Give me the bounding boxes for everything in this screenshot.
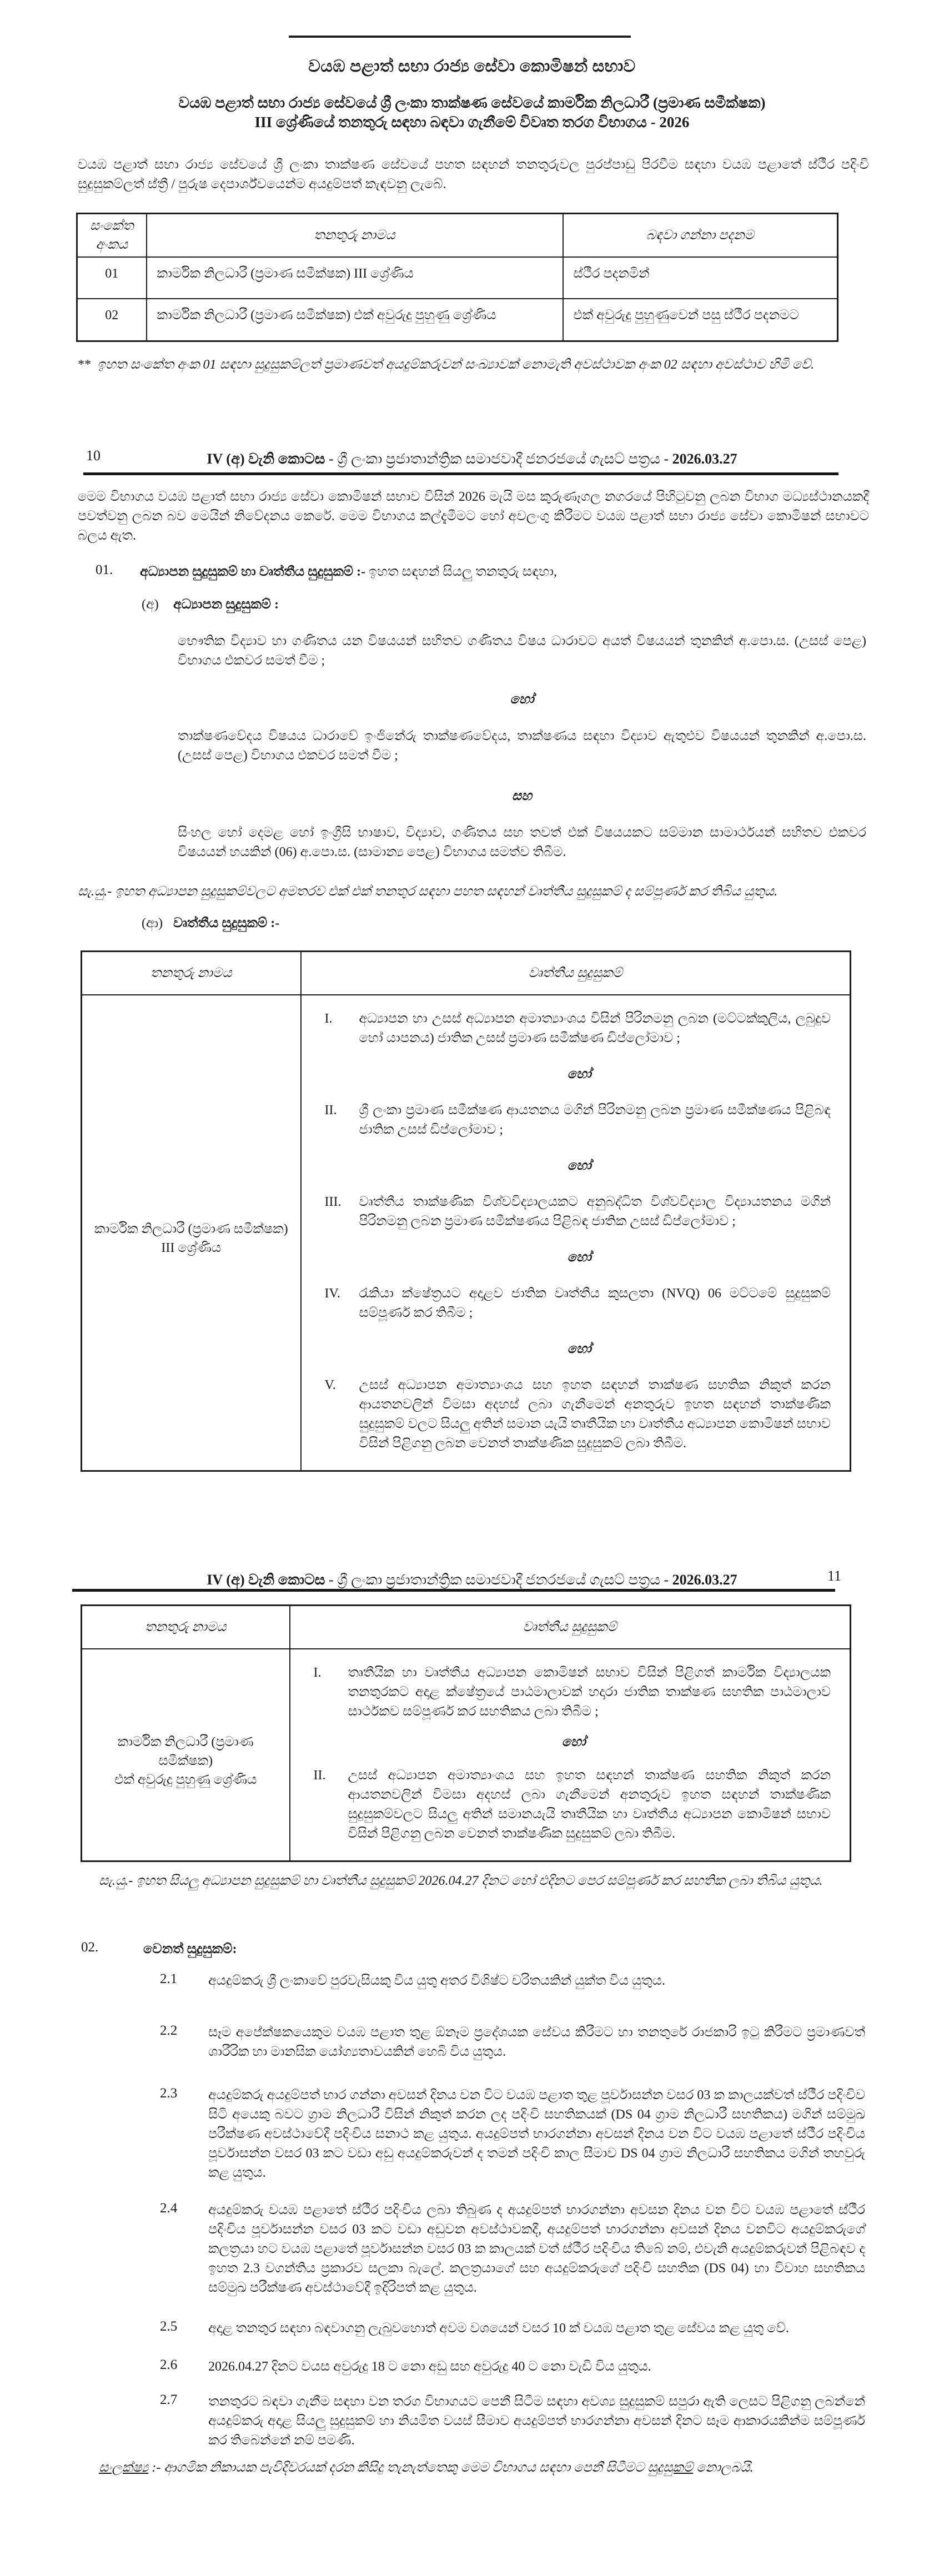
prof-table-header-row [82, 952, 851, 995]
vacancy-table-header-row [77, 214, 838, 257]
item-number: 2.4 [160, 2201, 178, 2216]
column-header-qualifications: වෘත්තීය සුදුසුකම් [290, 1606, 851, 1649]
qualification-item [325, 1376, 835, 1453]
education-option-2: තාක්ෂණවේදය විෂයය ධාරාවේ ඉංජිනේරු තාක්ෂණවේදය, තාක්ෂණය සඳහා විද්‍යාව ඇතුළුව විෂයයන් තුනකින් අ.පො.ස. (උසස් පෙළ) විභාගය එකවර සමත් වීම ; [178, 729, 866, 763]
other-qualification-item [160, 2357, 865, 2377]
item-text: අයදුම්කරු වයඹ පළාතේ ස්ථීර පදිංචිය ලබා තිබුණ ද අයදුම්පත් භාරගන්නා අවසන දිනය වන විට වයඹ පළාතේ ස්ථීර පදිංචිය පූර්වාසන්න වසර 03 කට වඩා අඩුවන අවස්ථාවකදී, අයදුම්පත් භාරගන්නා අවසන් දිනය වනවිට අයදුම්කරුගේ කලත්‍රයා හට වයඹ පළාතේ පූර්වාසන්න වසර 03 ක කාලයක් වත් ස්ථීර පදිංචිය තිබේ නම්, එවැනි අයදුම්කරුවන් පිළිබඳව ද ඉහත 2.3 වගන්තිය ප්‍රකාරව සලකා බැලේ. කලත්‍රයාගේ සහ අයදුම්කරුගේ පදිංචි සහතික (DS 04) හා විවාහ සහතිකය සම්මුඛ පරීක්ෂණ අවස්ථාවේදී ඉදිරිපත් කළ යුතුය. [208, 2203, 865, 2295]
item-text: 2026.04.27 දිනට වයස අවුරුදු 18 ට නො අඩු සහ අවුරුදු 40 ට නො වැඩි විය යුතුය. [208, 2359, 651, 2374]
item-text: තනතුරට බඳවා ගැනීම සඳහා වන තරග විභාගයට පෙනී සිටීම සඳහා අවශ්‍ය සුදුසුකම් සපුරා ඇති ලෙසට පිළිගනු ලබන්නේ අයදුම්කරු අදාළ සියලු සුදුසුකම් හා නියමිත වයස් සීමාව අයදුම්පත් භාරගන්නා අවසන් දිනට සෑම ආකාරයකින්ම සම්පූර්ණ කර තිබෙන්නේ නම් පමණි. [208, 2394, 865, 2448]
post-line1: කාර්මික නිලධාරී (ප්‍රමාණ සමීක්ෂක) [117, 1734, 254, 1768]
item-number: 2.3 [160, 2086, 178, 2101]
cell-basis: ස්ථීර පදනමින් [563, 257, 838, 299]
cell-post [82, 1649, 290, 1861]
or-conjunction: හෝ [510, 692, 534, 707]
remark-tail: නොලබයි. [693, 2461, 754, 2475]
page-number-10: 10 [86, 447, 101, 464]
qualification-number: IV. [324, 1286, 340, 1301]
final-remark [99, 2458, 826, 2478]
qualification-number: II. [313, 1768, 326, 1783]
prof-table-body-row [82, 995, 851, 1471]
qualification-item [325, 1009, 835, 1048]
sub-a-title: අධ්‍යාපන සුදුසුකම් : [173, 597, 279, 612]
item-number: 2.6 [160, 2357, 178, 2372]
cell-post: කාර්මික නිලධාරී (ප්‍රමාණ සමීක්ෂක) එක් අවුරුදු පුහුණු ශ්‍රේණිය [147, 299, 563, 341]
qualification-item [325, 1101, 835, 1140]
gazette-part-label: IV (අ) වැනි කොටස [207, 1572, 325, 1588]
gazette-header-rule-page2 [72, 1589, 835, 1592]
qualification-item [314, 1663, 835, 1722]
footnote-marker: ** [77, 358, 91, 372]
top-separator-rule [289, 36, 631, 38]
qualification-number: I. [313, 1665, 322, 1680]
qualification-text: තෘතීයික හා වෘත්තීය අධ්‍යාපන කොමිෂන් සභාව විසින් පිළිගත් කාර්මික විද්‍යාලයක තනතුරකට අදාළ ක්ෂේත්‍රයේ පාඨමාලාවක් හදාරා ජාතික තාක්ෂණ සහතික පාඨමාලාව සාර්ථකව සම්පූර්ණ කර සහතිකය ලබා තිබීම ; [348, 1665, 831, 1719]
qualification-text: උසස් අධ්‍යාපන අමාත්‍යාංශය සහ ඉහත සඳහන් තාක්ෂණ සහතික නිකුත් කරන ආයතනවලින් විමසා අදහස් ලබා ගැනීමෙන් අනතුරුව ඉහත සඳහන් තාක්ෂණික සුදුසුකම්වලට සියලු අතින් සමානයැයි තෘතීයික හා වෘත්තීය අධ්‍යාපන කොමිෂන් සභාව විසින් පිළිගනු ලබන වෙනත් තාක්ෂණික සුදුසුකම් ලබා තිබීම. [348, 1768, 831, 1841]
qualification-item [325, 1284, 835, 1323]
qualification-text: අධ්‍යාපන හා උසස් අධ්‍යාපන අමාත්‍යාංශය විසින් පිරිනමනු ලබන (මට්ටක්කුලිය, ලබුදුව හෝ යාපනය) ජාතික උසස් ප්‍රමාණ සමීක්ෂණ ඩිප්ලෝමාව ; [359, 1011, 831, 1045]
cell-code: 01 [77, 257, 147, 299]
column-header-basis: බඳවා ගන්නා පදනම [563, 214, 838, 257]
qualification-number: V. [324, 1377, 336, 1392]
section1-heading-line [140, 562, 868, 582]
cell-basis: එක් අවුරුදු පුහුණුවෙන් පසු ස්ථීර පදනමට [563, 299, 838, 341]
education-option-3: සිංහල හෝ දෙමළ හෝ ඉංග්‍රීසි භාෂාව, විද්‍යාව, ගණිතය සහ තවත් එක් විෂයයකට සම්මාන සාමාර්ථයන් සහිතව එකවර විෂයයන් හයකින් (06) අ.පො.ස. (සාමාන්‍ය පෙළ) විභාගය සමත්ව තිබීම. [178, 826, 866, 859]
qualification-item [314, 1766, 835, 1844]
education-option-1: භෞතික විද්‍යාව හා ගණිතය යන විෂයයන් සහිතව ගණිතය විෂය ධාරාවට අයත් විෂයයන් තුනකින් අ.පො.ස. (උසස් පෙළ) විභාගය එකවර සමත් වීම ; [178, 634, 866, 668]
deadline-note: සැ.යු.- ඉහත සියලු අධ්‍යාපන සුදුසුකම් හා වෘත්තීය සුදුසුකම් 2026.04.27 දිනට හෝ එදිනට පෙර සම්පූර්ණ කර සහතික ලබා තිබිය යුතුය. [99, 1874, 823, 1888]
qualification-number: II. [324, 1103, 337, 1118]
other-qualification-item [160, 2392, 865, 2451]
prof-table-header-row [82, 1606, 851, 1649]
item-number: 2.1 [160, 1971, 178, 1986]
item-text: අයදුම්කරු ශ්‍රී ලංකාවේ පුරවැසියකු විය යුතු අතර විශිෂ්ට චරිතයකින් යුක්ත විය යුතුය. [208, 1974, 665, 1988]
cell-post: කාර්මික නිලධාරී (ප්‍රමාණ සමීක්ෂක) III ශ්‍රේණිය [82, 995, 301, 1471]
other-qualification-item [160, 2201, 865, 2298]
item-number: 2.7 [160, 2392, 178, 2407]
post-line2: එක් අවුරුදු පුහුණු ශ්‍රේණිය [114, 1772, 257, 1787]
gazette-header-rule-page1 [83, 472, 838, 475]
intro-paragraph: වයඹ පළාත් සභා රාජ්‍ය සේවයේ ශ්‍රී ලංකා තාක්ෂණ සේවයේ පහත සඳහන් තනතුරුවල පුරප්පාඩු පිරවීම සඳහා වයඹ පළාතේ ස්ථීර පදිංචි සුදුසුකම්ලත් ස්ත්‍රී / පුරුෂ දෙපාර්ශ්වයෙන්ම අයදුම්පත් කැඳවනු ලැබේ. [78, 158, 869, 192]
qualification-text: උසස් අධ්‍යාපන අමාත්‍යාංශය සහ ඉහත සඳහන් තාක්ෂණ සහතික නිකුත් කරන ආයතනවලින් විමසා අදහස් ලබා ගැනීමෙන් අනතුරුව ඉහත සඳහන් තාක්ෂණික සුදුසුකම් වලට සියලු අතින් සමාන යැයි තෘතීයික හා වෘත්තීය අධ්‍යාපන කොමිෂන් සභාව විසින් පිළිගනු ලබන වෙනත් තාක්ෂණික සුදුසුකම් ලබා තිබීම. [359, 1377, 831, 1451]
education-note: සැ.යු.- ඉහත අධ්‍යාපන සුදුසුකම්වලට අමතරව එක් එක් තනතුර සඳහා පහත සඳහන් වෘත්තීය සුදුසුකම් ද සම්පූර්ණ කර තිබිය යුතුය. [78, 884, 777, 899]
sub-b-title: වෘත්තීය සුදුසුකම් :- [173, 916, 280, 930]
item-number: 2.5 [160, 2319, 178, 2334]
remark-label: සංලක්ෂ්‍ය [99, 2461, 149, 2475]
professional-qualifications-table-training [81, 1604, 851, 1862]
cell-qualifications [301, 995, 851, 1471]
sub-b-label: (ආ) [142, 916, 163, 930]
item-text: අයදුම්කරු අයදුම්පත් භාර ගන්නා අවසන් දිනය වන විට වයඹ පළාත තුළ පූර්වාසන්න වසර 03 ක කාලයක්වත් ස්ථීර පදිංචිව සිටි අයෙකු බවට ග්‍රාම නිලධාරී විසින් නිකුත් කරන ලද පදිංචි සහතිකයක් (DS 04 ග්‍රාම නිලධාරී සහතිකය) මගින් සම්මුඛ පරීක්ෂණ අවස්ථාවේදී පදිංචිය සනාථ කළ යුතුය. අයදුම්පත් භාරගන්නා අවසන් දිනය වන විට වයඹ පළාතේ ස්ථීර පදිංචිය පූර්වාසන්න වසර 03 කට වඩා අඩු අයදුම්කරුවන් ද තමන් පදිංචි කාල සීමාව DS 04 ග්‍රාම නිලධාරී සහතිකය මගින් තහවුරු කළ යුතුය. [208, 2088, 865, 2180]
section2-number: 02. [81, 1940, 99, 1955]
column-header-post: තනතුරු නාමය [82, 952, 301, 995]
page-number-11: 11 [827, 1568, 842, 1584]
section1-number: 01. [96, 562, 113, 577]
qualification-text: රැකියා ක්ෂේත්‍රයට අදාළව ජාතික වෘත්තීය කුසලතා (NVQ) 06 මට්ටමේ සුදුසුකම් සම්පූර්ණ කර තිබීම ; [359, 1286, 831, 1320]
qualification-item [325, 1193, 835, 1231]
other-qualification-item [160, 2319, 865, 2338]
prof-table-body-row [82, 1649, 851, 1861]
or-separator: හෝ [567, 1341, 591, 1356]
cell-code: 02 [77, 299, 147, 341]
qualification-number: I. [324, 1011, 333, 1026]
qualification-text: වෘත්තීය තාක්ෂණික විශ්වවිද්‍යාලයකට අනුබද්ධිත විශ්වවිද්‍යාල විද්‍යායතනය මගින් පිරිනමනු ලබන ප්‍රමාණ සමීක්ෂණය පිළිබඳ ජාතික උසස් ඩිප්ලෝමාව ; [359, 1194, 831, 1229]
remark-body: :- ආගමික නිකායක පැවිදිවරයක් දරන කිසිදු තැනැත්තෙකු මෙම විභාගය සඳහා පෙනී සිටීමට [148, 2461, 648, 2475]
gazette-part-label: IV (අ) වැනි කොටස [207, 451, 325, 467]
remark-underlined-word: සුදුසුකම් [647, 2461, 694, 2475]
gazette-header-page1 [78, 451, 866, 468]
item-number: 2.2 [160, 2023, 178, 2038]
cell-qualifications [290, 1649, 851, 1861]
gazette-date: 2026.03.27 [672, 1572, 737, 1588]
notice-title-line2: III ශ්‍රේණියේ තනතුරු සඳහා බඳවා ගැනීමේ විවෘත තරග විභාගය - 2026 [254, 114, 690, 130]
qualification-number: III. [324, 1194, 342, 1209]
qualification-text: ශ්‍රී ලංකා ප්‍රමාණ සමීක්ෂණ ආයතනය මගින් පිරිනමනු ලබන ප්‍රමාණ සමීක්ෂණය පිළිබඳ ජාතික උසස් ඩිප්ලෝමාව ; [359, 1103, 831, 1137]
commission-title: වයඹ පළාත් සභා රාජ්‍ය සේවා කොමිෂන් සභාව [308, 57, 636, 76]
and-conjunction: සහ [511, 789, 533, 803]
sub-a-label: (අ) [142, 597, 159, 612]
or-separator: හෝ [561, 1734, 586, 1749]
professional-qualifications-table-grade3 [81, 950, 851, 1472]
column-header-code: සංකේත අංකය [77, 214, 147, 257]
column-header-qualifications: වෘත්තීය සුදුසුකම් [301, 952, 851, 995]
column-header-post: තනතුරු නාමය [82, 1606, 290, 1649]
gazette-title: - ශ්‍රී ලංකා ප්‍රජාතාන්ත්‍රික සමාජවාදී ජනරජයේ ගැසට් පත්‍රය - [325, 451, 672, 467]
item-text: අදාළ තනතුර සඳහා බඳවාගනු ලැබුවහොත් අවම වශයෙන් වසර 10 ක් වයඹ පළාත තුළ සේවය කළ යුතු වේ. [208, 2321, 789, 2336]
gazette-header-page2 [78, 1572, 866, 1589]
section1-heading: අධ්‍යාපන සුදුසුකම් හා වෘත්තීය සුදුසුකම් :- [140, 565, 366, 579]
vacancy-table [76, 213, 838, 342]
table-row [77, 257, 838, 299]
footnote-text: ඉහත සංකේත අංක 01 සඳහා සුදුසුකම්ලත් ප්‍රමාණවත් අයදුම්කරුවන් සංඛ්‍යාවක් නොමැති අවස්ථාවක අංක 02 සඳහා අවස්ථාව හිමි වේ. [97, 358, 815, 372]
gazette-title: - ශ්‍රී ලංකා ප්‍රජාතාන්ත්‍රික සමාජවාදී ජනරජයේ ගැසට් පත්‍රය - [325, 1572, 672, 1588]
cell-post: කාර්මික නිලධාරී (ප්‍රමාණ සමීක්ෂක) III ශ්‍රේණිය [147, 257, 563, 299]
table-row [77, 299, 838, 341]
gazette-date: 2026.03.27 [672, 451, 737, 467]
notice-title-line1: වයඹ පළාත් සභා රාජ්‍ය සේවයේ ශ්‍රී ලංකා තාක්ෂණ සේවයේ කාර්මික නිලධාරී (ප්‍රමාණ සමීක්ෂක) [178, 94, 766, 111]
other-qualification-item [160, 2023, 865, 2062]
or-separator: හෝ [567, 1066, 591, 1081]
other-qualification-item [160, 2086, 865, 2183]
column-header-post: තනතුරු නාමය [147, 214, 563, 257]
vacancy-footnote [77, 354, 867, 375]
or-separator: හෝ [567, 1158, 591, 1173]
section2-heading: වෙනත් සුදුසුකම්: [143, 1942, 237, 1956]
or-separator: හෝ [567, 1250, 591, 1265]
section1-heading-rest: ඉහත සඳහන් සියලු තනතුරු සඳහා, [365, 565, 558, 579]
exam-notice-paragraph: මෙම විභාගය වයඹ පළාත් සභා රාජ්‍ය සේවා කොමිෂන් සභාව විසින් 2026 මැයි මස කුරුණෑගල නගරයේ පිහිටුවනු ලබන විභාග මධ්‍යස්ථානයකදී පවත්වනු ලබන බව මෙයින් නිවේදනය කෙරේ. මෙම විභාගය කල්දැමීමට හෝ අවලංගු කිරීමට වයඹ පළාත් සභා රාජ්‍ය සේවා කොමිෂන් සභාවට බලය ඇත. [78, 490, 869, 543]
item-text: සෑම අපේක්ෂකයෙකුම වයඹ පළාත තුළ ඕනෑම ප්‍රදේශයක සේවය කිරීමට හා තනතුරේ රාජකාරි ඉටු කිරීමට ප්‍රමාණවත් ශාරීරික හා මානසික යෝග්‍යතාවයකින් හෙබි විය යුතුය. [208, 2025, 865, 2059]
other-qualification-item [160, 1971, 865, 1991]
